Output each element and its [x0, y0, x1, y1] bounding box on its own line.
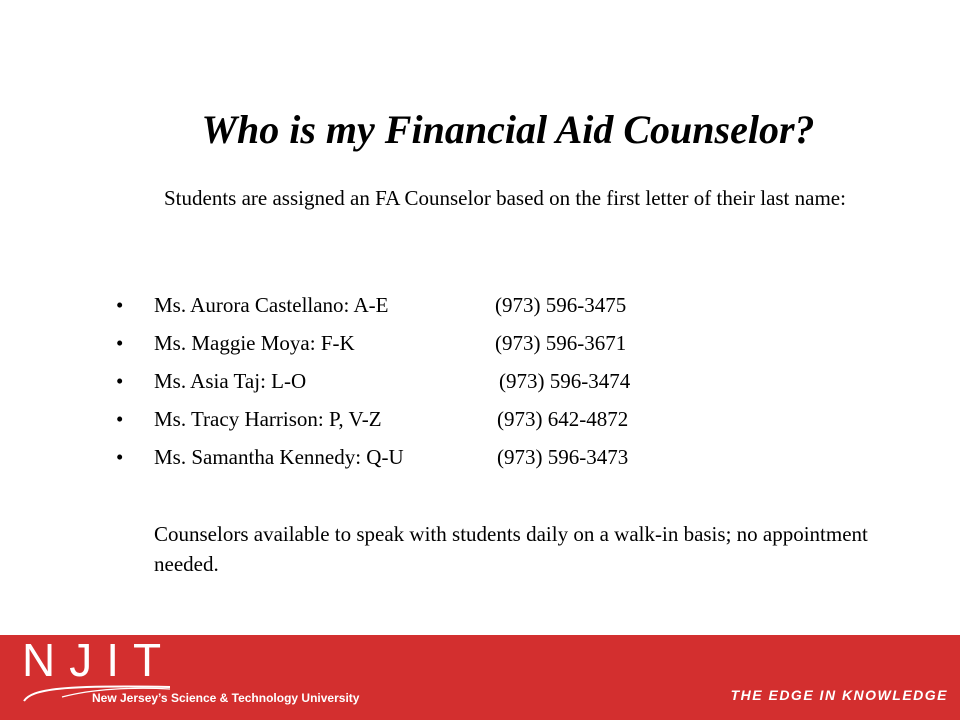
counselor-name: Ms. Asia Taj: L-O	[154, 369, 307, 393]
bullet-icon: •	[116, 331, 124, 355]
counselor-name: Ms. Maggie Moya: F-K	[154, 331, 355, 355]
counselor-name: Ms. Aurora Castellano: A-E	[154, 293, 389, 317]
counselor-phone: (973) 596-3671	[495, 331, 627, 355]
slogan: THE EDGE IN KNOWLEDGE	[730, 687, 948, 703]
counselor-phone: (973) 642-4872	[497, 407, 629, 431]
slide-title: Who is my Financial Aid Counselor?	[201, 107, 815, 152]
counselor-phone: (973) 596-3475	[495, 293, 627, 317]
bullet-icon: •	[116, 369, 124, 393]
bullet-icon: •	[116, 445, 124, 469]
counselor-phone: (973) 596-3474	[499, 369, 631, 393]
counselor-name: Ms. Tracy Harrison: P, V-Z	[154, 407, 382, 431]
logo-tagline: New Jersey’s Science & Technology University	[92, 691, 360, 705]
counselor-phone: (973) 596-3473	[497, 445, 629, 469]
logo-wordmark: NJIT	[22, 634, 176, 686]
bullet-icon: •	[116, 293, 124, 317]
intro-text: Students are assigned an FA Counselor based on the first letter of their last name:	[164, 186, 846, 210]
njit-logo	[22, 635, 382, 720]
walk-in-note: Counselors available to speak with students daily on a walk-in basis; no appointment needed.	[154, 522, 868, 576]
footer-banner	[0, 635, 960, 720]
bullet-icon: •	[116, 407, 124, 431]
counselor-name: Ms. Samantha Kennedy: Q-U	[154, 445, 404, 469]
